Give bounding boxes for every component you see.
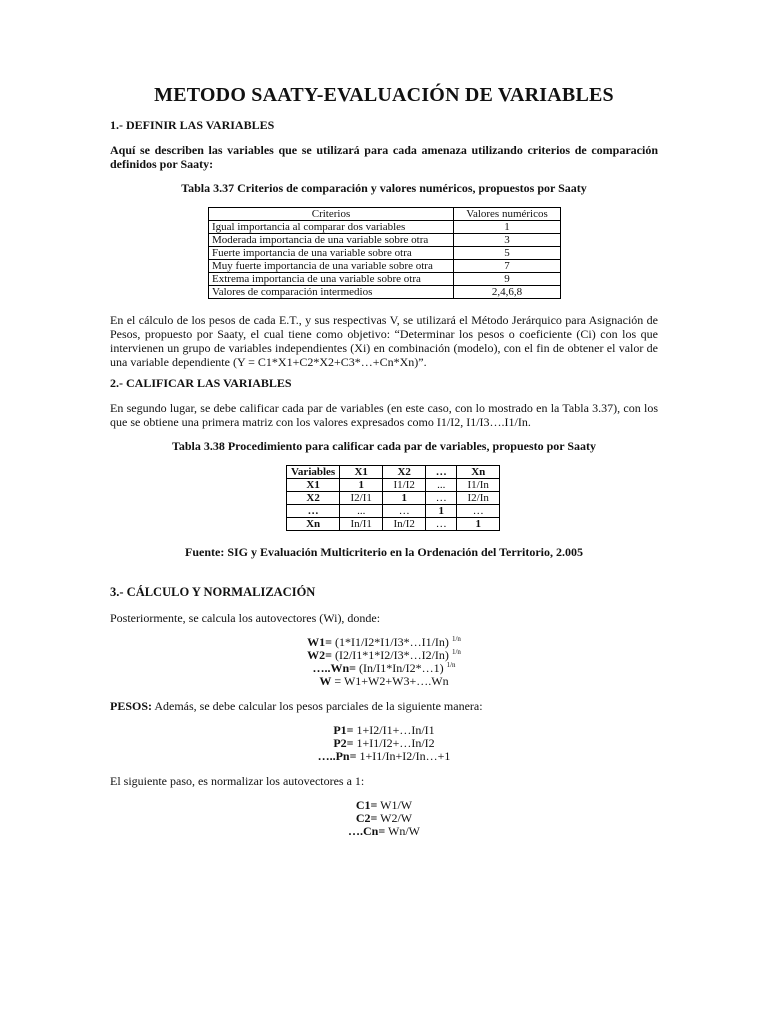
table-row	[209, 273, 561, 286]
table2-source: Fuente: SIG y Evaluación Multicriterio en la Ordenación del Territorio, 2.005	[185, 545, 583, 559]
formula-label: C1=	[355, 798, 378, 812]
formula-label: W2=	[307, 648, 332, 662]
formula-w-sum	[0, 675, 768, 687]
table-header-row	[209, 208, 561, 221]
matrix-cell: …	[383, 505, 426, 518]
formula-exponent: 1/n	[446, 661, 456, 669]
section2-heading: 2.- CALIFICAR LAS VARIABLES	[110, 376, 292, 390]
section3-heading: 3.- CÁLCULO Y NORMALIZACIÓN	[110, 585, 316, 599]
table-row	[287, 518, 500, 531]
formula-label: W	[319, 674, 332, 688]
table-row	[209, 247, 561, 260]
matrix-cell: In/I2	[383, 518, 426, 531]
formula-expr: 1+I2/I1+…In/I1	[353, 723, 435, 737]
formula-label: W1=	[307, 635, 332, 649]
valor-cell: 3	[454, 234, 561, 247]
formula-p2	[0, 737, 768, 749]
valor-cell: 1	[454, 221, 561, 234]
table-row	[287, 492, 500, 505]
formula-expr: (In/I1*In/I2*…1)	[355, 661, 447, 675]
formula-cn	[0, 825, 768, 837]
valor-cell: 9	[454, 273, 561, 286]
criteria-table	[208, 207, 561, 299]
matrix-row-label: X2	[287, 492, 340, 505]
header-criterios: Criterios	[209, 208, 454, 221]
formula-w2	[0, 649, 768, 661]
formula-c1	[0, 799, 768, 811]
criterio-cell: Muy fuerte importancia de una variable sobre otra	[209, 260, 454, 273]
formula-expr: 1+I1/In+I2/In…+1	[356, 749, 451, 763]
criterio-cell: Valores de comparación intermedios	[209, 286, 454, 299]
comparison-matrix	[286, 465, 500, 531]
formula-w1	[0, 636, 768, 648]
page-title: METODO SAATY-EVALUACIÓN DE VARIABLES	[154, 84, 614, 106]
formula-label: ….Cn=	[348, 824, 386, 838]
formula-label: P2=	[333, 736, 354, 750]
formula-expr: (I2/I1*1*I2/I3*…I2/In)	[331, 648, 452, 662]
section1-heading: 1.- DEFINIR LAS VARIABLES	[110, 118, 275, 132]
matrix-header: …	[426, 466, 457, 479]
pesos-label: PESOS:	[110, 699, 153, 713]
formula-wn	[0, 662, 768, 674]
normalize-paragraph: El siguiente paso, es normalizar los autovectores a 1:	[110, 774, 365, 788]
matrix-header: X1	[340, 466, 383, 479]
formula-expr: (1*I1/I2*I1/I3*…I1/In)	[331, 635, 452, 649]
table-row	[209, 260, 561, 273]
table-row	[209, 234, 561, 247]
matrix-cell: I1/I2	[383, 479, 426, 492]
section3-intro: Posteriormente, se calcula los autovectores (Wi), donde:	[110, 611, 381, 625]
criterio-cell: Igual importancia al comparar dos variables	[209, 221, 454, 234]
formula-label: …..Wn=	[312, 661, 356, 675]
table-row	[209, 286, 561, 299]
formula-exponent: 1/n	[451, 635, 461, 643]
matrix-header: Xn	[457, 466, 500, 479]
formula-expr: 1+I1/I2+…In/I2	[353, 736, 435, 750]
formula-expr: W1/W	[377, 798, 413, 812]
matrix-row-label: …	[287, 505, 340, 518]
matrix-header-row	[287, 466, 500, 479]
matrix-cell: I1/In	[457, 479, 500, 492]
section1-intro: Aquí se describen las variables que se utilizará para cada amenaza utilizando criterios de comparación definidos por Saaty:	[110, 143, 658, 171]
matrix-header: Variables	[287, 466, 340, 479]
matrix-row-label: X1	[287, 479, 340, 492]
formula-expr: W2/W	[377, 811, 413, 825]
table-row	[287, 479, 500, 492]
matrix-cell: I2/In	[457, 492, 500, 505]
table1-caption: Tabla 3.37 Criterios de comparación y valores numéricos, propuestos por Saaty	[181, 181, 587, 195]
formula-label: C2=	[355, 811, 378, 825]
matrix-header: X2	[383, 466, 426, 479]
matrix-row-label: Xn	[287, 518, 340, 531]
pesos-text: Además, se debe calcular los pesos parciales de la siguiente manera:	[152, 699, 483, 713]
matrix-cell: 1	[426, 505, 457, 518]
table2-caption: Tabla 3.38 Procedimiento para calificar cada par de variables, propuesto por Saaty	[171, 439, 597, 453]
table-row	[209, 221, 561, 234]
valor-cell: 2,4,6,8	[454, 286, 561, 299]
matrix-cell: I2/I1	[340, 492, 383, 505]
pesos-paragraph	[110, 699, 658, 713]
formula-c2	[0, 812, 768, 824]
formula-p1	[0, 724, 768, 736]
formula-exponent: 1/n	[451, 648, 461, 656]
formula-expr: Wn/W	[385, 824, 420, 838]
formula-label: P1=	[333, 723, 354, 737]
matrix-cell: ...	[426, 479, 457, 492]
valor-cell: 7	[454, 260, 561, 273]
criterio-cell: Fuerte importancia de una variable sobre otra	[209, 247, 454, 260]
section2-paragraph: En segundo lugar, se debe calificar cada par de variables (en este caso, con lo mostrado en la Tabla 3.37), con los que se obtiene una primera matriz con los valores expresados como I1/I2, I1/I3….I1/In.	[110, 401, 658, 429]
matrix-cell: 1	[383, 492, 426, 505]
header-valores: Valores numéricos	[454, 208, 561, 221]
criterio-cell: Moderada importancia de una variable sobre otra	[209, 234, 454, 247]
criterio-cell: Extrema importancia de una variable sobre otra	[209, 273, 454, 286]
valor-cell: 5	[454, 247, 561, 260]
table-row	[287, 505, 500, 518]
matrix-cell: …	[426, 518, 457, 531]
formula-pn	[0, 750, 768, 762]
matrix-cell: ...	[340, 505, 383, 518]
formula-label: …..Pn=	[317, 749, 357, 763]
matrix-cell: 1	[340, 479, 383, 492]
section1-paragraph: En el cálculo de los pesos de cada E.T., y sus respectivas V, se utilizará el Método Jerárquico para Asignación de Pesos, propuesto por Saaty, el cual tiene como objetivo: “Determinar los pesos o coeficiente (Ci) con los que intervienen un grupo de variables independientes (Xi) en combinación (modelo), con el fin de obtener el valor de una variable dependiente (Y = C1*X1+C2*X2+C3*…+Cn*Xn)”.	[110, 313, 658, 369]
matrix-cell: …	[457, 505, 500, 518]
matrix-cell: In/I1	[340, 518, 383, 531]
matrix-cell: 1	[457, 518, 500, 531]
matrix-cell: …	[426, 492, 457, 505]
formula-expr: = W1+W2+W3+….Wn	[331, 674, 449, 688]
